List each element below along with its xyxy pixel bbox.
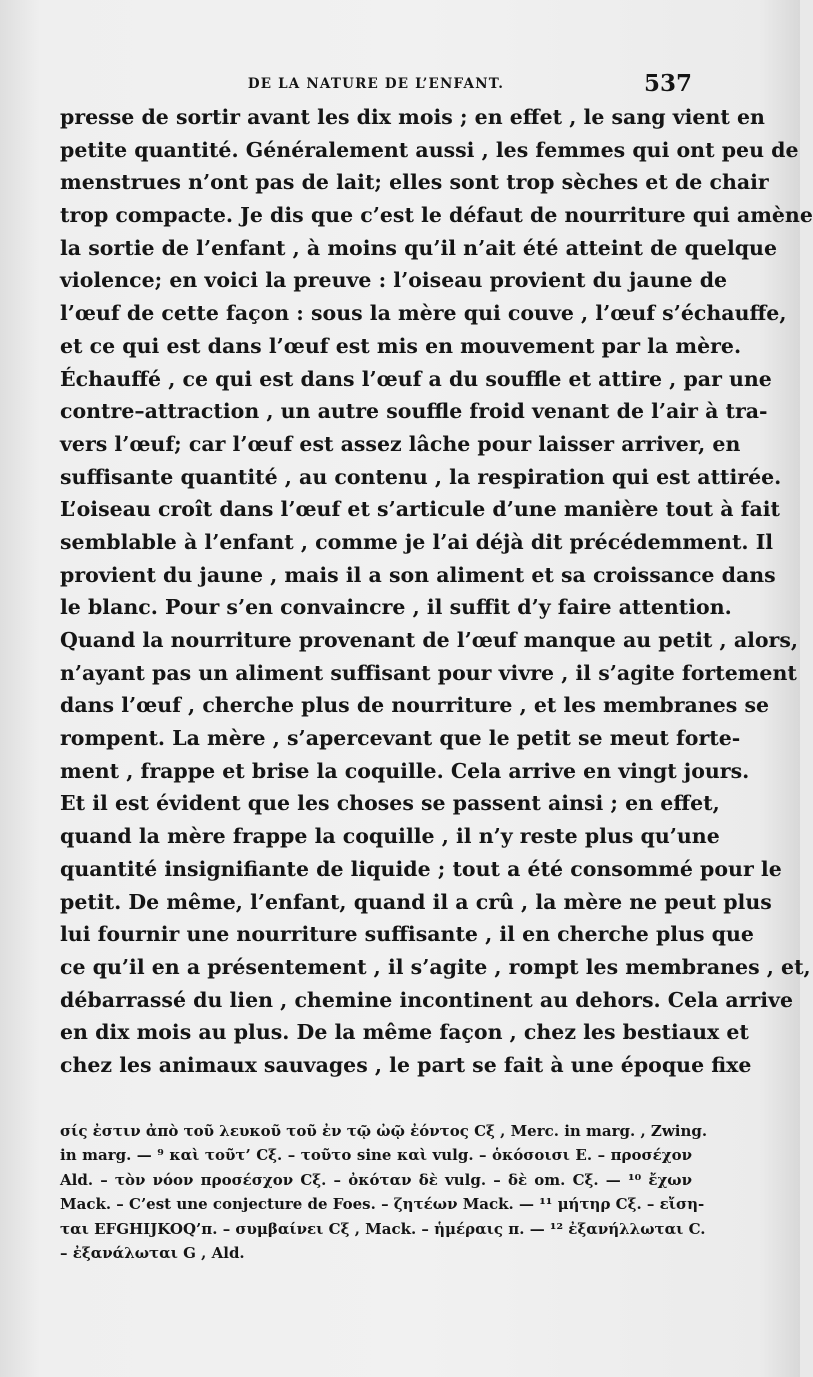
text-line: vers l’œuf; car l’œuf est assez lâche pour laisser arriver, en [60,431,741,456]
text-line: n’ayant pas un aliment suffisant pour vivre , il s’agite fortement [60,660,797,685]
text-line: contre–attraction , un autre souffle froid venant de l’air à tra- [60,399,768,424]
footnote-line: – ἐξανάλωται G , Ald. [60,1243,245,1262]
text-line: lui fournir une nourriture suffisante , il en cherche plus que [60,922,754,947]
footnote-line: Ald. – τὸν νόον προσέσχον Cξ. – ὀκόταν δὲ vulg. – δὲ om. Cξ. — ¹⁰ ἔχων [60,1170,692,1189]
footnote-line: σίς ἐστιν ἀπὸ τοῦ λευκοῦ τοῦ ἐν τῷ ὠῷ ἐόντος Cξ , Merc. in marg. , Zwing. [60,1122,708,1140]
text-line: L’oiseau croît dans l’œuf et s’articule d’une manière tout à fait [60,497,781,522]
text-line: le blanc. Pour s’en convaincre , il suffit d’y faire attention. [60,595,732,620]
footnote-line: in marg. — ⁹ καὶ τοῦτ’ Cξ. – τοῦτο sine καὶ vulg. – ὁκόσοισι E. – προσέχον [60,1146,692,1165]
text-line: débarrassé du lien , chemine incontinent au dehors. Cela arrive [60,987,793,1012]
text-line: quand la mère frappe la coquille , il n’y reste plus qu’une [60,824,720,849]
page-number: 537 [643,70,692,97]
text-line: dans l’œuf , cherche plus de nourriture , et les membranes se [60,693,770,718]
text-line: Et il est évident que les choses se passent ainsi ; en effet, [60,791,720,816]
text-line: Quand la nourriture provenant de l’œuf manque au petit , alors, [60,628,799,652]
running-head [60,70,692,100]
text-line: presse de sortir avant les dix mois ; en effet , le sang vient en [60,105,765,129]
text-line: violence; en voici la preuve : l’oiseau provient du jaune de [60,268,728,293]
body-text [60,101,813,1082]
text-line: et ce qui est dans l’œuf est mis en mouvement par la mère. [60,333,742,358]
text-line: quantité insignifiante de liquide ; tout a été consommé pour le [60,856,782,881]
text-line: rompent. La mère , s’apercevant que le petit se meut forte- [60,726,741,751]
footnote-line: ται EFGHIJKOQ’π. – συμβαίνει Cξ , Mack. – ἡμέραις π. — ¹² ἐξανήλλωται C. [60,1219,706,1238]
text-line: petit. De même, l’enfant, quand il a crû , la mère ne peut plus [60,889,772,914]
text-line: provient du jaune , mais il a son aliment et sa croissance dans [60,562,776,587]
text-line: ce qu’il en a présentement , il s’agite , rompt les membranes , et, [60,954,811,979]
text-line: chez les animaux sauvages , le part se fait à une époque fixe [60,1052,752,1077]
text-line: suffisante quantité , au contenu , la respiration qui est attirée. [60,464,782,489]
text-line: petite quantité. Généralement aussi , les femmes qui ont peu de [60,137,799,162]
running-head-title: DE LA NATURE DE L’ENFANT. [247,76,505,92]
footnotes [60,1119,708,1265]
text-line: l’œuf de cette façon : sous la mère qui couve , l’œuf s’échauffe, [60,301,787,326]
text-line: ment , frappe et brise la coquille. Cela arrive en vingt jours. [60,758,750,783]
footnote-line: Mack. – C’est une conjecture de Foes. – ζητέων Mack. — ¹¹ μήτηρ Cξ. – εἴση- [60,1195,705,1214]
text-line: menstrues n’ont pas de lait; elles sont trop sèches et de chair [60,170,769,195]
text-line: trop compacte. Je dis que c’est le défaut de nourriture qui amène [60,203,813,228]
text-line: la sortie de l’enfant , à moins qu’il n’ait été atteint de quelque [60,235,778,260]
text-line: en dix mois au plus. De la même façon , chez les bestiaux et [60,1020,749,1045]
text-line: Échauffé , ce qui est dans l’œuf a du souffle et attire , par une [60,366,772,391]
text-line: semblable à l’enfant , comme je l’ai déjà dit précédemment. Il [60,529,774,554]
